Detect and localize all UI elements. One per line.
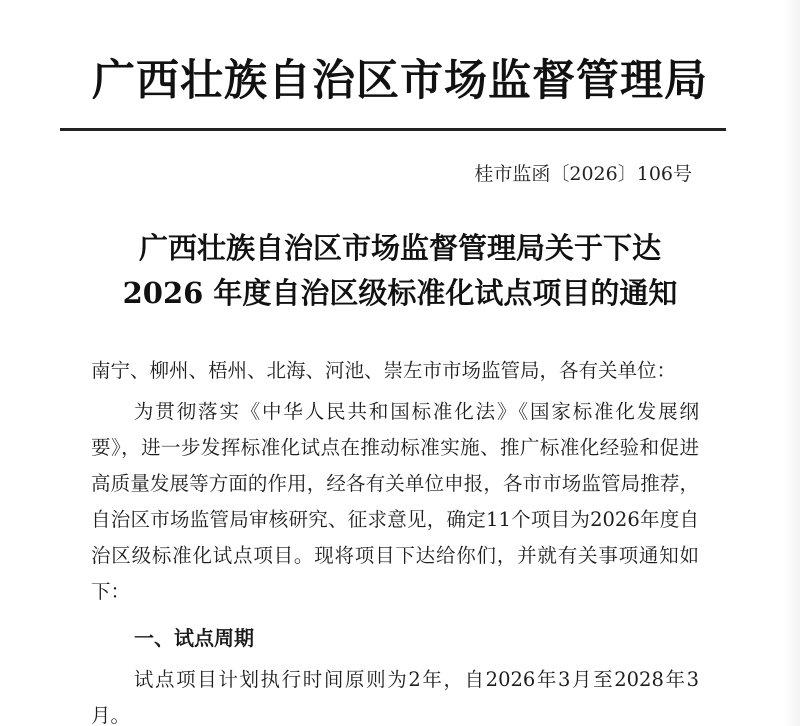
notice-title-line-1: 广西壮族自治区市场监督管理局关于下达 <box>138 231 661 265</box>
agency-letterhead: 广西壮族自治区市场监督管理局 <box>92 56 708 106</box>
notice-title <box>80 226 720 316</box>
body-paragraph: 为贯彻落实《中华人民共和国标准化法》《国家标准化发展纲要》，进一步发挥标准化试点在推动标准实施、推广标准化经验和促进高质量发展等方面的作用，经各有关单位申报，各市市场监管局推荐，自治区市场监管局审核研究、征求意见，确定11个项目为2026年度自治区级标准化试点项目。现将项目下达给你们，并就有关事项通知如下： <box>91 400 699 603</box>
page-edge-shadow <box>784 0 800 726</box>
notice-title-line-2: 2026 年度自治区级标准化试点项目的通知 <box>122 276 678 310</box>
document-number: 桂市监函〔2026〕106号 <box>474 163 692 185</box>
addressee-line: 南宁、柳州、梧州、北海、河池、崇左市市场监管局，各有关单位： <box>91 359 677 382</box>
section-text-trial-period: 试点项目计划执行时间原则为2年，自2026年3月至2028年3月。 <box>91 668 699 726</box>
section-heading-trial-period: 一、试点周期 <box>134 626 254 650</box>
letterhead-divider <box>60 128 726 131</box>
